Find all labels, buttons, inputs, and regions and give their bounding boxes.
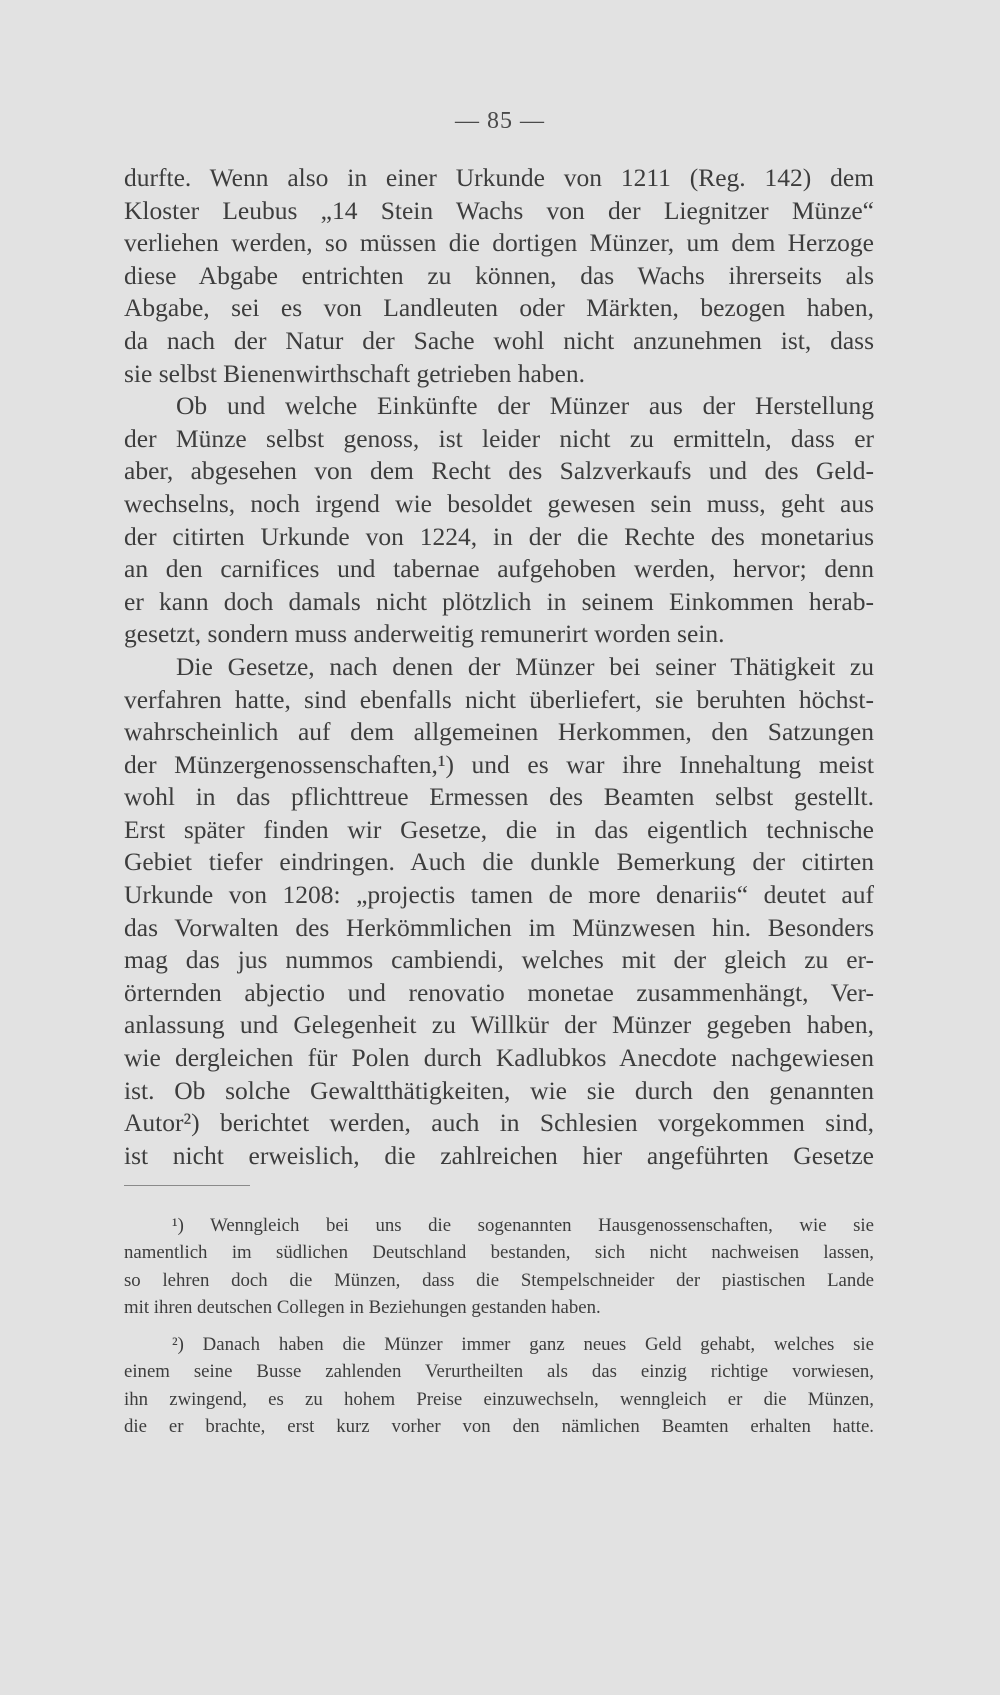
- body-line: an den carnifices und tabernae aufgehoben werden, hervor; denn: [124, 554, 874, 584]
- body-line: wahrscheinlich auf dem allgemeinen Herkommen, den Satzungen: [124, 717, 874, 747]
- body-line: anlassung und Gelegenheit zu Willkür der Münzer gegeben haben,: [124, 1010, 874, 1040]
- body-line: mag das jus nummos cambiendi, welches mit der gleich zu er-: [124, 945, 874, 975]
- body-line: wechselns, noch irgend wie besoldet gewesen sein muss, geht aus: [124, 488, 874, 518]
- body-line: durfte. Wenn also in einer Urkunde von 1211 (Reg. 142) dem: [124, 163, 874, 192]
- footnote-gap: [124, 1321, 874, 1331]
- body-line: Ob und welche Einkünfte der Münzer aus der Herstellung: [176, 391, 874, 421]
- body-line: Kloster Leubus „14 Stein Wachs von der Liegnitzer Münze“: [124, 195, 874, 225]
- footnote-line: ihn zwingend, es zu hohem Preise einzuwechseln, wenngleich er die Münzen,: [124, 1388, 874, 1410]
- body-line: der Münze selbst genoss, ist leider nicht zu ermitteln, dass er: [124, 423, 874, 453]
- footnote-line: so lehren doch die Münzen, dass die Stempelschneider der piastischen Lande: [124, 1269, 874, 1291]
- body-line: örternden abjectio und renovatio monetae zusammenhängt, Ver-: [124, 977, 874, 1007]
- body-line: ist. Ob solche Gewaltthätigkeiten, wie sie durch den genannten: [124, 1075, 874, 1105]
- body-line: wohl in das pflichttreue Ermessen des Beamten selbst gestellt.: [124, 782, 874, 812]
- page-number: — 85 —: [455, 108, 545, 134]
- body-line: das Vorwalten des Herkömmlichen im Münzwesen hin. Besonders: [124, 912, 874, 942]
- footnote-line: die er brachte, erst kurz vorher von den nämlichen Beamten erhalten hatte.: [124, 1416, 874, 1438]
- body-line: Urkunde von 1208: „projectis tamen de more denariis“ deutet auf: [124, 880, 874, 910]
- body-line: der citirten Urkunde von 1224, in der die Rechte des monetarius: [124, 521, 874, 551]
- body-line: diese Abgabe entrichten zu können, das Wachs ihrerseits als: [124, 260, 874, 290]
- body-line: Gebiet tiefer eindringen. Auch die dunkle Bemerkung der citirten: [124, 847, 874, 877]
- footnote-line: ²) Danach haben die Münzer immer ganz neues Geld gehabt, welches sie: [172, 1334, 874, 1356]
- body-line: wie dergleichen für Polen durch Kadlubkos Anecdote nachgewiesen: [124, 1043, 874, 1073]
- body-line: er kann doch damals nicht plötzlich in seinem Einkommen herab-: [124, 586, 874, 616]
- footnote-line: ¹) Wenngleich bei uns die sogenannten Hausgenossenschaften, wie sie: [172, 1215, 874, 1236]
- body-line: gesetzt, sondern muss anderweitig remunerirt worden sein.: [124, 619, 725, 649]
- body-line: sie selbst Bienenwirthschaft getrieben haben.: [124, 358, 585, 388]
- body-line: verliehen werden, so müssen die dortigen Münzer, um dem Herzoge: [124, 228, 874, 258]
- footnote-line: mit ihren deutschen Collegen in Beziehungen gestanden haben.: [124, 1296, 601, 1318]
- body-line: aber, abgesehen von dem Recht des Salzverkaufs und des Geld-: [124, 456, 874, 486]
- body-line: Erst später finden wir Gesetze, die in das eigentlich technische: [124, 814, 874, 844]
- footnote-line: einem seine Busse zahlenden Verurtheilten als das einzig richtige vorwiesen,: [124, 1361, 874, 1383]
- body-line: Die Gesetze, nach denen der Münzer bei seiner Thätigkeit zu: [176, 651, 874, 681]
- body-line: verfahren hatte, sind ebenfalls nicht überliefert, sie beruhten höchst-: [124, 684, 874, 714]
- footnote-1: [124, 1212, 874, 1321]
- footnote-line: namentlich im südlichen Deutschland bestanden, sich nicht nachweisen lassen,: [124, 1242, 874, 1264]
- body-line: ist nicht erweislich, die zahlreichen hier angeführten Gesetze: [124, 1140, 874, 1170]
- body-line: Autor²) berichtet werden, auch in Schlesien vorgekommen sind,: [124, 1108, 874, 1138]
- body-line: der Münzergenossenschaften,¹) und es war ihre Innehaltung meist: [124, 749, 874, 779]
- footnote-separator: [124, 1185, 250, 1186]
- body-line: Abgabe, sei es von Landleuten oder Märkten, bezogen haben,: [124, 293, 874, 323]
- body-text: [124, 162, 874, 1172]
- body-line: da nach der Natur der Sache wohl nicht anzunehmen ist, dass: [124, 325, 874, 355]
- footnotes: [124, 1212, 874, 1440]
- footnote-2: [124, 1331, 874, 1440]
